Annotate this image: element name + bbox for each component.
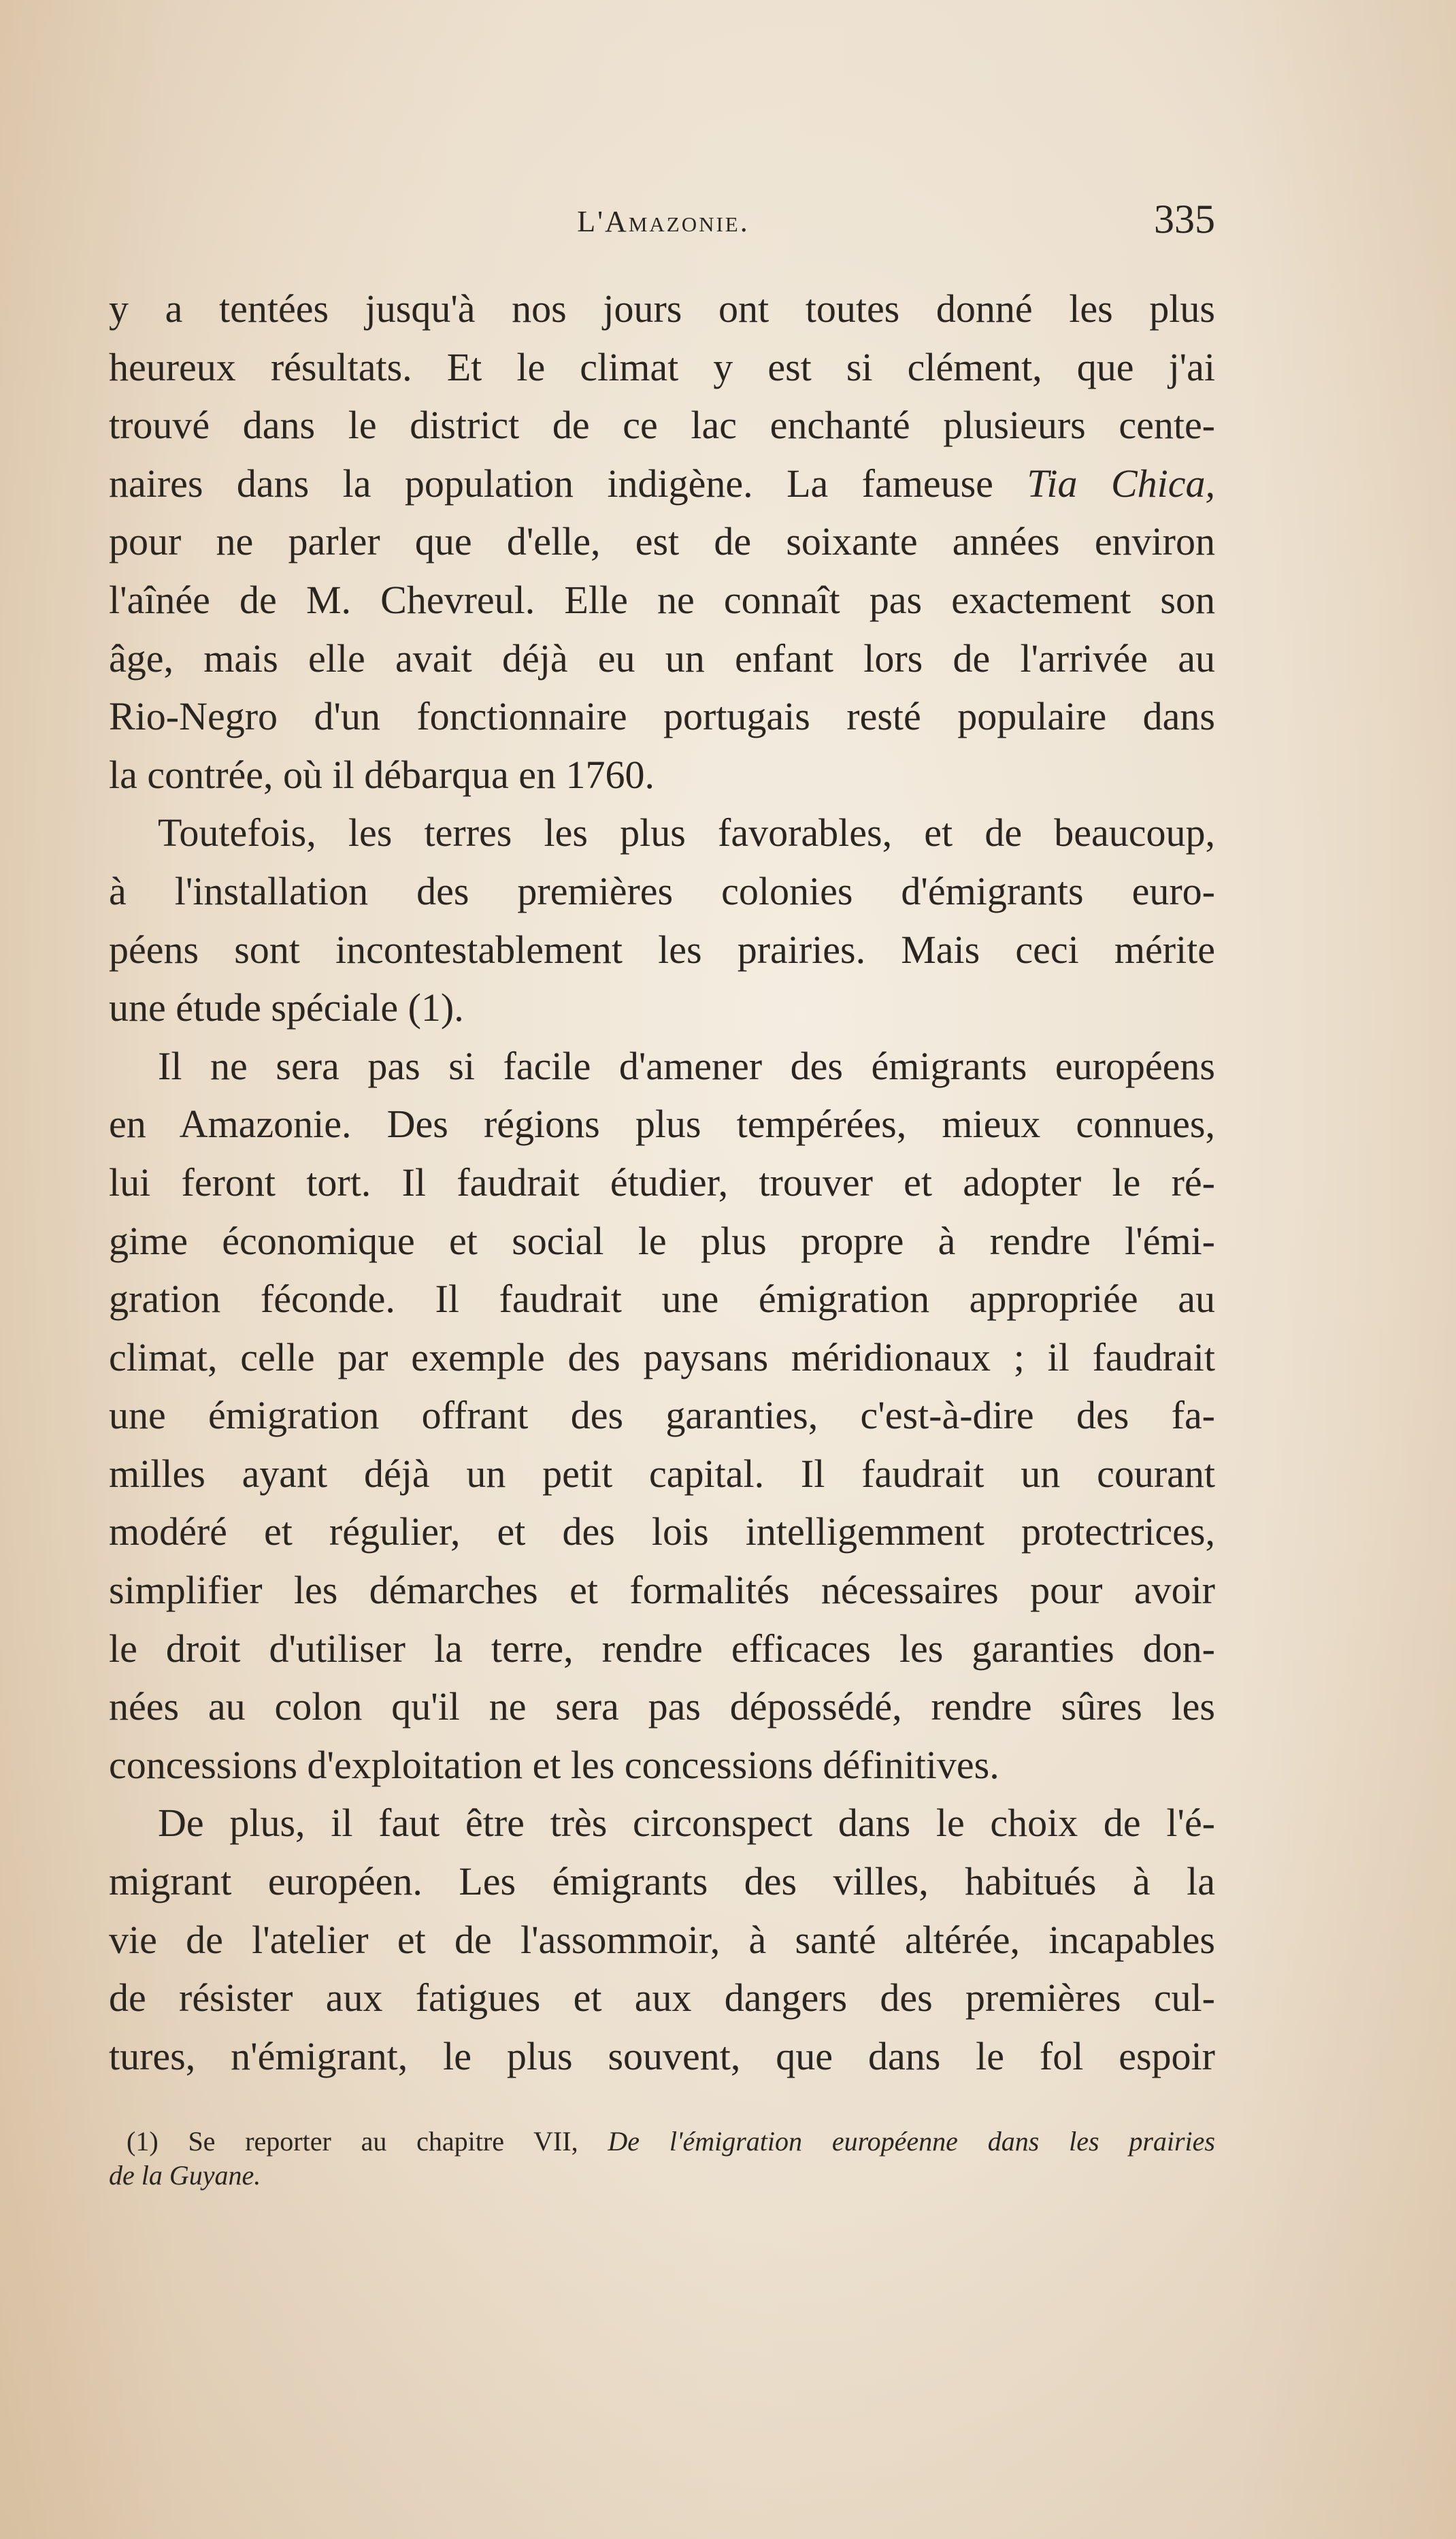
text-line bbox=[109, 1852, 1215, 1911]
text-line bbox=[109, 1270, 1215, 1328]
text-segment: pour ne parler que d'elle, est de soixante années environ bbox=[109, 519, 1215, 564]
text-segment: concessions d'exploitation et les concessions définitives. bbox=[109, 1742, 999, 1787]
text-line bbox=[109, 1037, 1215, 1096]
text-line bbox=[109, 1153, 1215, 1212]
text-line bbox=[109, 1328, 1215, 1387]
text-segment: tures, n'émigrant, le plus souvent, que dans le fol espoir bbox=[109, 2033, 1215, 2078]
text-line bbox=[109, 629, 1215, 688]
text-line bbox=[109, 1969, 1215, 2027]
text-segment: gration féconde. Il faudrait une émigration appropriée au bbox=[109, 1277, 1215, 1322]
text-segment: y a tentées jusqu'à nos jours ont toutes donné les plus bbox=[109, 286, 1215, 331]
text-segment: une émigration offrant des garanties, c'est-à-dire des fa- bbox=[109, 1393, 1215, 1438]
text-line bbox=[109, 979, 1215, 1037]
text-line bbox=[109, 396, 1215, 455]
text-segment: à l'installation des premières colonies d'émigrants euro- bbox=[109, 868, 1215, 913]
text-segment: gime économique et social le plus propre à rendre l'émi- bbox=[109, 1218, 1215, 1263]
text-line bbox=[109, 1620, 1215, 1678]
text-segment: trouvé dans le district de ce lac enchanté plusieurs cente- bbox=[109, 403, 1215, 448]
text-segment: la contrée, où il débarqua en 1760. bbox=[109, 752, 655, 797]
running-title: L'Amazonie. bbox=[577, 205, 750, 238]
text-line bbox=[109, 1212, 1215, 1271]
footnote-line bbox=[109, 2159, 1215, 2193]
text-line bbox=[109, 687, 1215, 746]
italic-text: De l'émigration européenne dans les prairies bbox=[608, 2126, 1215, 2157]
text-segment: simplifier les démarches et formalités nécessaires pour avoir bbox=[109, 1568, 1215, 1613]
page-number: 335 bbox=[1154, 197, 1215, 242]
text-line bbox=[109, 746, 1215, 804]
text-line bbox=[109, 571, 1215, 629]
text-segment: heureux résultats. Et le climat y est si clément, que j'ai bbox=[109, 344, 1215, 389]
text-line bbox=[109, 1386, 1215, 1445]
text-segment: l'aînée de M. Chevreul. Elle ne connaît pas exactement son bbox=[109, 577, 1215, 622]
text-line bbox=[109, 338, 1215, 397]
text-segment: une étude spéciale (1). bbox=[109, 985, 464, 1030]
italic-text: Tia Chica, bbox=[1027, 461, 1215, 506]
footnote-line bbox=[109, 2125, 1215, 2159]
text-line bbox=[109, 804, 1215, 862]
text-line bbox=[109, 1503, 1215, 1561]
text-segment: Toutefois, les terres les plus favorables, et de beaucoup, bbox=[158, 810, 1215, 855]
text-line bbox=[109, 921, 1215, 979]
text-segment: âge, mais elle avait déjà eu un enfant lors de l'arrivée au bbox=[109, 636, 1215, 681]
italic-text: de la Guyane. bbox=[109, 2160, 261, 2191]
text-segment: climat, celle par exemple des paysans méridionaux ; il faudrait bbox=[109, 1334, 1215, 1379]
text-line bbox=[109, 1736, 1215, 1795]
text-line bbox=[109, 1095, 1215, 1153]
text-line bbox=[109, 1794, 1215, 1852]
body-text bbox=[109, 280, 1215, 2085]
footnote bbox=[109, 2125, 1215, 2193]
text-line bbox=[109, 2027, 1215, 2086]
text-segment: de résister aux fatigues et aux dangers des premières cul- bbox=[109, 1976, 1215, 2020]
text-segment: vie de l'atelier et de l'assommoir, à santé altérée, incapables bbox=[109, 1917, 1215, 1962]
text-line bbox=[109, 512, 1215, 571]
text-segment: nées au colon qu'il ne sera pas dépossédé, rendre sûres les bbox=[109, 1684, 1215, 1729]
text-line bbox=[109, 1911, 1215, 1969]
text-line bbox=[109, 1561, 1215, 1620]
text-segment: lui feront tort. Il faudrait étudier, trouver et adopter le ré- bbox=[109, 1160, 1215, 1205]
text-segment: le droit d'utiliser la terre, rendre efficaces les garanties don- bbox=[109, 1626, 1215, 1671]
text-segment: naires dans la population indigène. La fameuse bbox=[109, 461, 1027, 506]
text-segment: milles ayant déjà un petit capital. Il faudrait un courant bbox=[109, 1451, 1215, 1496]
text-segment: en Amazonie. Des régions plus tempérées, mieux connues, bbox=[109, 1102, 1215, 1147]
text-segment: (1) Se reporter au chapitre VII, bbox=[127, 2126, 608, 2157]
text-line bbox=[109, 862, 1215, 921]
text-line bbox=[109, 1445, 1215, 1503]
text-segment: Rio-Negro d'un fonctionnaire portugais resté populaire dans bbox=[109, 694, 1215, 739]
text-segment: Il ne sera pas si facile d'amener des émigrants européens bbox=[158, 1043, 1215, 1088]
text-segment: modéré et régulier, et des lois intelligemment protectrices, bbox=[109, 1509, 1215, 1554]
text-segment: De plus, il faut être très circonspect dans le choix de l'é- bbox=[158, 1801, 1215, 1846]
text-segment: péens sont incontestablement les prairies. Mais ceci mérite bbox=[109, 927, 1215, 972]
text-line bbox=[109, 280, 1215, 338]
text-line bbox=[109, 1677, 1215, 1736]
text-line bbox=[109, 455, 1215, 513]
text-segment: migrant européen. Les émigrants des villes, habitués à la bbox=[109, 1859, 1215, 1904]
